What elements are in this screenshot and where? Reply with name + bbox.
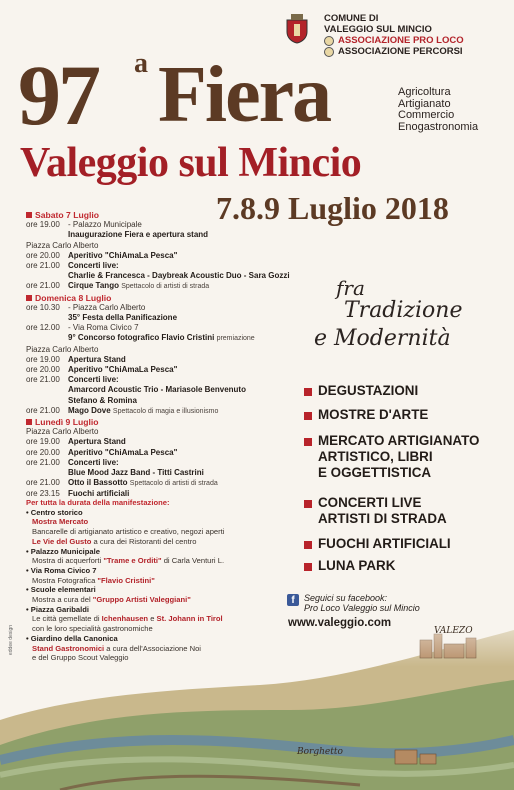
event-text xyxy=(68,303,145,313)
feature-line: CONCERTI LIVE xyxy=(318,495,422,510)
event-note: Spettacolo di artisti di strada xyxy=(129,480,218,488)
feature-line: MOSTRE D'ARTE xyxy=(318,407,429,422)
duration-line: e del Gruppo Scout Valeggio xyxy=(32,653,129,663)
highlight: Le Vie del Gusto xyxy=(32,536,92,546)
venue: • Giardino della Canonica xyxy=(26,633,118,643)
event-text xyxy=(68,261,119,271)
event-text xyxy=(68,468,204,478)
event-text xyxy=(68,385,246,395)
event-title: Cirque Tango xyxy=(68,281,119,291)
category-item: Agricoltura xyxy=(398,86,451,98)
event-time: ore 20.00 xyxy=(26,365,60,375)
motto-line: e Modernità xyxy=(314,326,451,351)
feature-item xyxy=(318,495,508,527)
day-heading: Lunedì 9 Luglio xyxy=(26,417,316,427)
map-label-borghetto: Borghetto xyxy=(297,747,343,757)
organizer-label: ASSOCIAZIONE PERCORSI xyxy=(338,46,463,57)
schedule-line xyxy=(26,396,316,406)
highlight: "Trame e Orditi" xyxy=(103,556,162,566)
schedule-line xyxy=(26,468,316,478)
organizers-block xyxy=(324,13,504,57)
event-text xyxy=(68,406,218,417)
venue: • Piazza Garibaldi xyxy=(26,604,90,614)
square-bullet-icon xyxy=(304,500,312,508)
feature-line: FUOCHI ARTIFICIALI xyxy=(318,536,451,551)
organizer-line xyxy=(324,24,504,35)
schedule-line xyxy=(26,375,316,385)
schedule-line xyxy=(26,251,316,261)
event-time xyxy=(26,333,68,344)
edition-number: 97 xyxy=(18,47,98,143)
schedule-line xyxy=(26,345,316,355)
event-text xyxy=(68,271,290,281)
edition-suffix: a xyxy=(134,48,148,79)
event-note: Spettacolo di magia e illusionismo xyxy=(112,407,219,415)
venue: • Scuole elementari xyxy=(26,585,96,595)
event-text xyxy=(68,323,139,333)
event-title: 9° Concorso fotografico Flavio Cristini xyxy=(68,333,215,343)
event-time: ore 23.15 xyxy=(26,489,60,499)
schedule-line xyxy=(26,365,316,375)
schedule-line xyxy=(26,281,316,292)
organizer-label: COMUNE DI xyxy=(324,13,379,24)
event-time xyxy=(26,396,68,406)
venue-name: Piazza Carlo Alberto xyxy=(26,240,99,250)
feature-line: LUNA PARK xyxy=(318,558,396,573)
venue-name: Piazza Carlo Alberto xyxy=(26,344,99,354)
feature-item xyxy=(318,558,508,574)
schedule-line xyxy=(26,313,316,323)
event-time: ore 21.00 xyxy=(26,478,60,488)
category-item: Artigianato xyxy=(398,97,451,110)
duration-line xyxy=(26,508,296,518)
feature-line: ARTISTICO, LIBRI xyxy=(318,449,433,464)
event-title: Stefano & Romina xyxy=(68,395,137,405)
feature-line: ARTISTI DI STRADA xyxy=(318,511,447,526)
highlight: "Gruppo Artisti Valeggiani" xyxy=(92,595,191,605)
event-text xyxy=(68,478,218,489)
motto-line: fra xyxy=(336,276,365,300)
event-title: Fiera xyxy=(158,51,331,139)
duration-text: e xyxy=(148,614,157,624)
event-dates: 7.8.9 Luglio 2018 xyxy=(216,190,449,226)
schedule-line xyxy=(26,333,316,344)
square-bullet-icon xyxy=(304,388,312,396)
feature-line: DEGUSTAZIONI xyxy=(318,383,419,398)
schedule-line xyxy=(26,355,316,365)
highlight: Ichenhausen xyxy=(101,614,149,624)
schedule-line xyxy=(26,220,316,230)
schedule-line xyxy=(26,478,316,489)
venue-name: - Piazza Carlo Alberto xyxy=(68,302,146,312)
event-time xyxy=(26,230,68,240)
square-bullet-icon xyxy=(304,563,312,571)
event-time: ore 12.00 xyxy=(26,323,60,333)
day-heading: Sabato 7 Luglio xyxy=(26,210,316,220)
schedule-line xyxy=(26,385,316,395)
event-time: ore 20.00 xyxy=(26,250,60,260)
square-bullet-icon xyxy=(304,541,312,549)
venue-name: - Via Roma Civico 7 xyxy=(68,323,139,333)
event-text xyxy=(68,437,126,447)
event-time xyxy=(26,385,68,395)
schedule-line xyxy=(26,406,316,417)
event-time xyxy=(26,313,68,323)
schedule-line xyxy=(26,437,316,447)
duration-text: a cura dell'Associazione Noi xyxy=(104,643,201,653)
event-text xyxy=(68,396,137,406)
duration-line: con le loro specialità gastronomiche xyxy=(32,624,153,634)
category-item: Enogastronomia xyxy=(398,120,479,133)
facebook-icon[interactable]: f xyxy=(287,594,299,606)
event-text xyxy=(68,251,177,261)
organizer-label: ASSOCIAZIONE PRO LOCO xyxy=(338,35,464,46)
feature-item xyxy=(318,383,508,399)
event-text xyxy=(68,313,177,323)
event-text xyxy=(68,333,255,344)
day-heading: Domenica 8 Luglio xyxy=(26,293,316,303)
square-bullet-icon xyxy=(304,412,312,420)
event-time: ore 21.00 xyxy=(26,281,60,291)
event-text xyxy=(68,448,177,458)
organizer-line xyxy=(324,46,504,57)
event-title: Concerti live: xyxy=(68,457,119,467)
event-text xyxy=(68,375,119,385)
event-title: Aperitivo "ChiAmaLa Pesca" xyxy=(68,250,178,260)
motto-line: Tradizione xyxy=(344,298,463,323)
feature-line: MERCATO ARTIGIANATO xyxy=(318,433,480,448)
square-bullet-icon xyxy=(304,438,312,446)
duration-text: Mostra a cura del xyxy=(32,595,93,605)
event-time: ore 19.00 xyxy=(26,437,60,447)
duration-text: Mostra di acquerforti xyxy=(32,556,104,566)
feature-item xyxy=(318,536,508,552)
event-text xyxy=(68,230,208,240)
organizer-label: VALEGGIO SUL MINCIO xyxy=(324,24,432,35)
schedule-line xyxy=(26,261,316,271)
event-title: Blue Mood Jazz Band - Titti Castrini xyxy=(68,468,204,478)
venue: • Palazzo Municipale xyxy=(26,546,100,556)
event-time: ore 21.00 xyxy=(26,405,60,415)
facebook-block[interactable] xyxy=(304,593,420,613)
event-title: Concerti live: xyxy=(68,375,119,385)
event-time xyxy=(26,271,68,281)
event-title: Inaugurazione Fiera e apertura stand xyxy=(68,230,209,240)
feature-line: E OGGETTISTICA xyxy=(318,465,432,480)
duration-text: di Carla Venturi L. xyxy=(161,556,225,566)
town-title: Valeggio sul Mincio xyxy=(20,140,362,186)
schedule-line xyxy=(26,458,316,468)
schedule-line xyxy=(26,303,316,313)
event-title: Concerti live: xyxy=(68,261,119,271)
event-time: ore 19.00 xyxy=(26,220,60,230)
duration-line: Bancarelle di artigianato artistico e creativo, negozi aperti xyxy=(32,527,225,537)
highlight: Mostra Mercato xyxy=(32,517,89,527)
event-title: Amarcord Acoustic Trio - Mariasole Benvenuto xyxy=(68,385,246,395)
event-time: ore 21.00 xyxy=(26,457,60,467)
event-time: ore 10.30 xyxy=(26,302,60,312)
event-text xyxy=(68,281,209,292)
design-credit: eddee design xyxy=(8,624,14,655)
category-item: Commercio xyxy=(398,109,455,121)
event-title: Charlie & Francesca - Daybreak Acoustic Duo - Sara Gozzi xyxy=(68,271,290,281)
feature-item xyxy=(318,407,508,423)
crest-icon xyxy=(284,14,310,44)
categories-list xyxy=(398,87,478,133)
event-title: Fuochi artificiali xyxy=(68,489,130,499)
duration-heading: Per tutta la durata della manifestazione: xyxy=(26,498,170,507)
pro-loco-logo-icon xyxy=(324,36,334,46)
schedule-line xyxy=(26,271,316,281)
map-label-valezo: VALEZO xyxy=(434,626,473,636)
program-schedule xyxy=(26,210,316,500)
event-text xyxy=(68,365,177,375)
event-text xyxy=(68,220,142,230)
venue-name: - Palazzo Municipale xyxy=(68,220,142,230)
event-note: Spettacolo di artisti di strada xyxy=(121,283,210,291)
website-link[interactable]: www.valeggio.com xyxy=(288,617,392,629)
feature-item xyxy=(318,433,508,481)
schedule-line xyxy=(26,427,316,437)
event-title: Aperitivo "ChiAmaLa Pesca" xyxy=(68,447,178,457)
duration-section xyxy=(26,498,296,663)
duration-text: Le città gemellate di xyxy=(32,614,102,624)
schedule-line xyxy=(26,323,316,333)
organizer-line xyxy=(324,13,504,24)
highlight: "Flavio Cristini" xyxy=(97,575,155,585)
schedule-line xyxy=(26,230,316,240)
facebook-page: Pro Loco Valeggio sul Mincio xyxy=(304,603,420,613)
event-time xyxy=(26,468,68,478)
highlight: St. Johann in Tirol xyxy=(156,614,223,624)
venue: • Centro storico xyxy=(26,507,83,517)
event-title: Mago Dove xyxy=(68,405,111,415)
event-title: Otto il Bassotto xyxy=(68,478,128,488)
event-title: Apertura Stand xyxy=(68,437,126,447)
event-time: ore 20.00 xyxy=(26,447,60,457)
venue-name: Piazza Carlo Alberto xyxy=(26,427,99,437)
event-title: Apertura Stand xyxy=(68,354,126,364)
facebook-label: Seguici su facebook: xyxy=(304,593,388,603)
organizer-line xyxy=(324,35,504,46)
event-title: Aperitivo "ChiAmaLa Pesca" xyxy=(68,365,178,375)
event-time: ore 19.00 xyxy=(26,354,60,364)
event-title: 35° Festa della Panificazione xyxy=(68,313,178,323)
venue: • Via Roma Civico 7 xyxy=(26,565,97,575)
duration-text: a cura dei Ristoranti del centro xyxy=(91,536,197,546)
event-time: ore 21.00 xyxy=(26,261,60,271)
schedule-line xyxy=(26,448,316,458)
schedule-line xyxy=(26,241,316,251)
highlight: Stand Gastronomici xyxy=(32,643,105,653)
event-note: premiazione xyxy=(216,335,255,343)
event-text xyxy=(68,458,119,468)
duration-text: Mostra Fotografica xyxy=(32,575,98,585)
event-time: ore 21.00 xyxy=(26,375,60,385)
event-text xyxy=(68,355,126,365)
